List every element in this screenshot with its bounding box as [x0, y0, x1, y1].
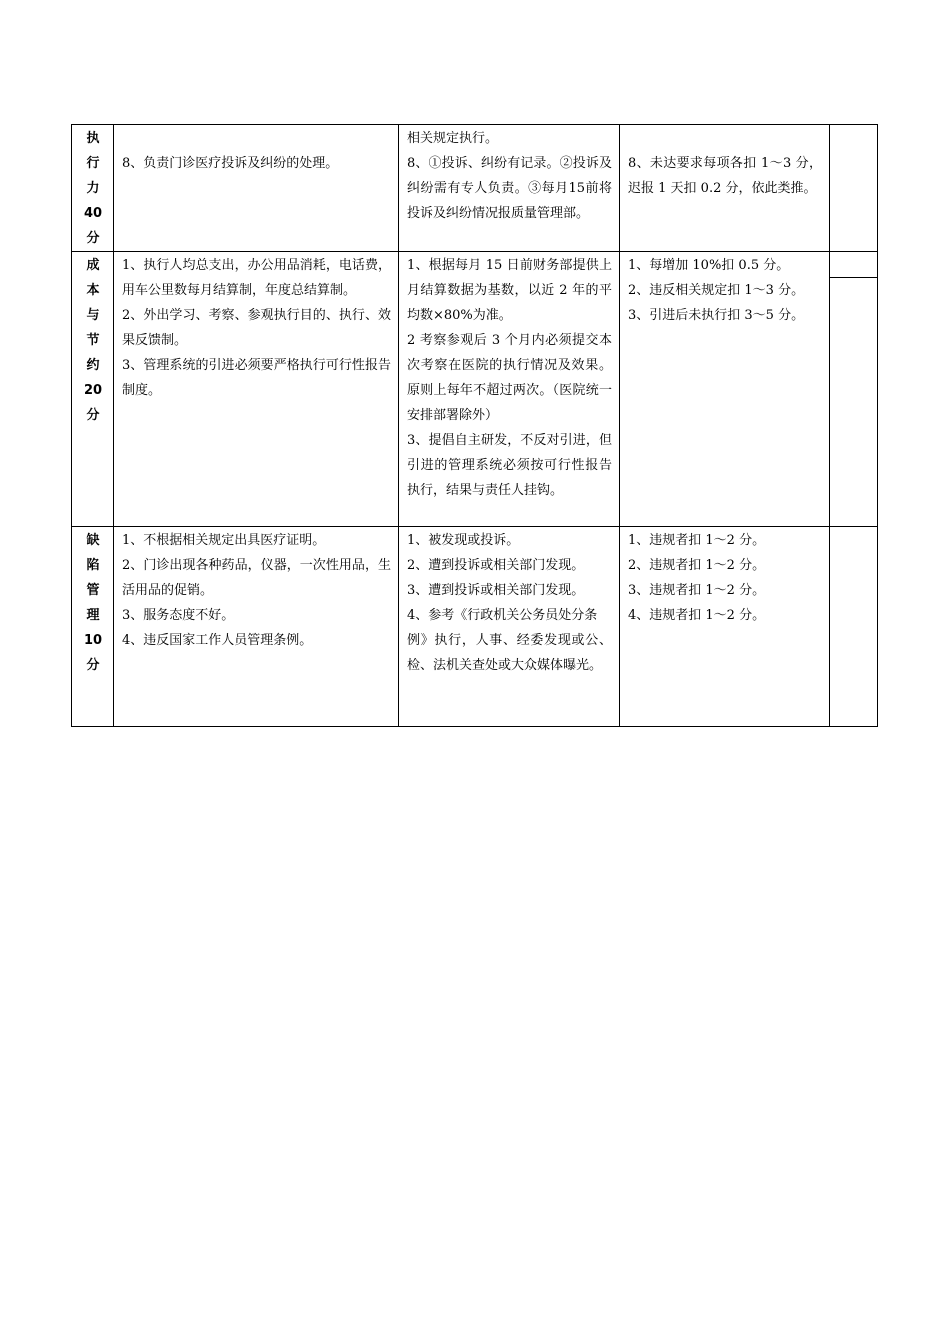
category-char: 20 [83, 383, 103, 398]
deduction-cell [620, 527, 830, 727]
requirement-cell [399, 252, 620, 527]
content-item: 2、门诊出现各种药品，仪器，一次性用品，生活用品的促销。 [122, 558, 391, 598]
content-item [122, 126, 391, 151]
content-cell [114, 125, 399, 252]
category-char: 力 [86, 181, 100, 196]
category-char: 理 [86, 608, 100, 623]
score-cell [830, 252, 878, 527]
table-row [72, 125, 878, 252]
category-char: 本 [86, 283, 100, 298]
category-char: 节 [86, 333, 100, 348]
category-char: 缺 [86, 533, 100, 548]
category-char: 行 [86, 156, 100, 171]
category-char: 分 [86, 231, 100, 246]
score-cell [830, 125, 878, 252]
requirement-item: 2、遭到投诉或相关部门发现。 [407, 558, 585, 573]
content-item: 4、违反国家工作人员管理条例。 [122, 633, 313, 648]
requirement-item: 1、根据每月 15 日前财务部提供上月结算数据为基数，以近 2 年的平均数×80%为准。 [407, 258, 612, 323]
deduction-item [628, 126, 822, 151]
category-char: 与 [86, 308, 100, 323]
requirement-item: 4、参考《行政机关公务员处分条 [407, 608, 598, 623]
score-cell [830, 527, 878, 727]
requirement-cell [399, 125, 620, 252]
requirement-item: 3、遭到投诉或相关部门发现。 [407, 583, 585, 598]
category-char: 10 [83, 633, 103, 648]
content-item: 1、执行人均总支出，办公用品消耗，电话费，用车公里数每月结算制，年度总结算制。 [122, 258, 391, 298]
content-item: 1、不根据相关规定出具医疗证明。 [122, 533, 326, 548]
deduction-cell [620, 252, 830, 527]
content-item: 3、管理系统的引进必须要严格执行可行性报告制度。 [122, 358, 391, 398]
assessment-table [71, 124, 878, 727]
deduction-item: 8、未达要求每项各扣 1～3 分，迟报 1 天扣 0.2 分，依此类推。 [628, 156, 822, 196]
category-char: 分 [86, 408, 100, 423]
deduction-item: 3、引进后未执行扣 3～5 分。 [628, 308, 805, 323]
content-cell [114, 527, 399, 727]
requirement-cell [399, 527, 620, 727]
category-char: 40 [83, 206, 103, 221]
requirement-item: 相关规定执行。 [407, 131, 499, 146]
deduction-item: 3、违规者扣 1～2 分。 [628, 583, 766, 598]
category-char: 执 [86, 131, 100, 146]
category-cell [72, 125, 114, 252]
content-item: 8、负责门诊医疗投诉及纠纷的处理。 [122, 156, 339, 171]
content-item: 2、外出学习、考察、参观执行目的、执行、效果反馈制。 [122, 308, 391, 348]
category-cell [72, 527, 114, 727]
requirement-item: 例》执行，人事、经委发现或公、检、法机关查处或大众媒体曝光。 [407, 633, 612, 673]
category-char: 成 [86, 258, 100, 273]
requirement-item: 3、提倡自主研发，不反对引进，但引进的管理系统必须按可行性报告执行，结果与责任人挂钩。 [407, 433, 612, 498]
content-cell [114, 252, 399, 527]
table-row [72, 252, 878, 527]
category-char: 管 [86, 583, 100, 598]
deduction-item: 1、违规者扣 1～2 分。 [628, 533, 766, 548]
requirement-item: 1、被发现或投诉。 [407, 533, 520, 548]
table-row [72, 527, 878, 727]
category-char: 分 [86, 658, 100, 673]
category-cell [72, 252, 114, 527]
cell-divider [830, 277, 877, 278]
requirement-item: 2 考察参观后 3 个月内必须提交本次考察在医院的执行情况及效果。原则上每年不超过两次。（医院统一安排部署除外） [407, 333, 612, 423]
deduction-item: 2、违反相关规定扣 1～3 分。 [628, 283, 805, 298]
deduction-item: 2、违规者扣 1～2 分。 [628, 558, 766, 573]
requirement-item: 8、①投诉、纠纷有记录。②投诉及纠纷需有专人负责。③每月15前将投诉及纠纷情况报质量管理部。 [407, 156, 612, 221]
category-char: 陷 [86, 558, 100, 573]
deduction-cell [620, 125, 830, 252]
deduction-item: 1、每增加 10%扣 0.5 分。 [628, 258, 790, 273]
content-item: 3、服务态度不好。 [122, 608, 235, 623]
category-char: 约 [86, 358, 100, 373]
deduction-item: 4、违规者扣 1～2 分。 [628, 608, 766, 623]
